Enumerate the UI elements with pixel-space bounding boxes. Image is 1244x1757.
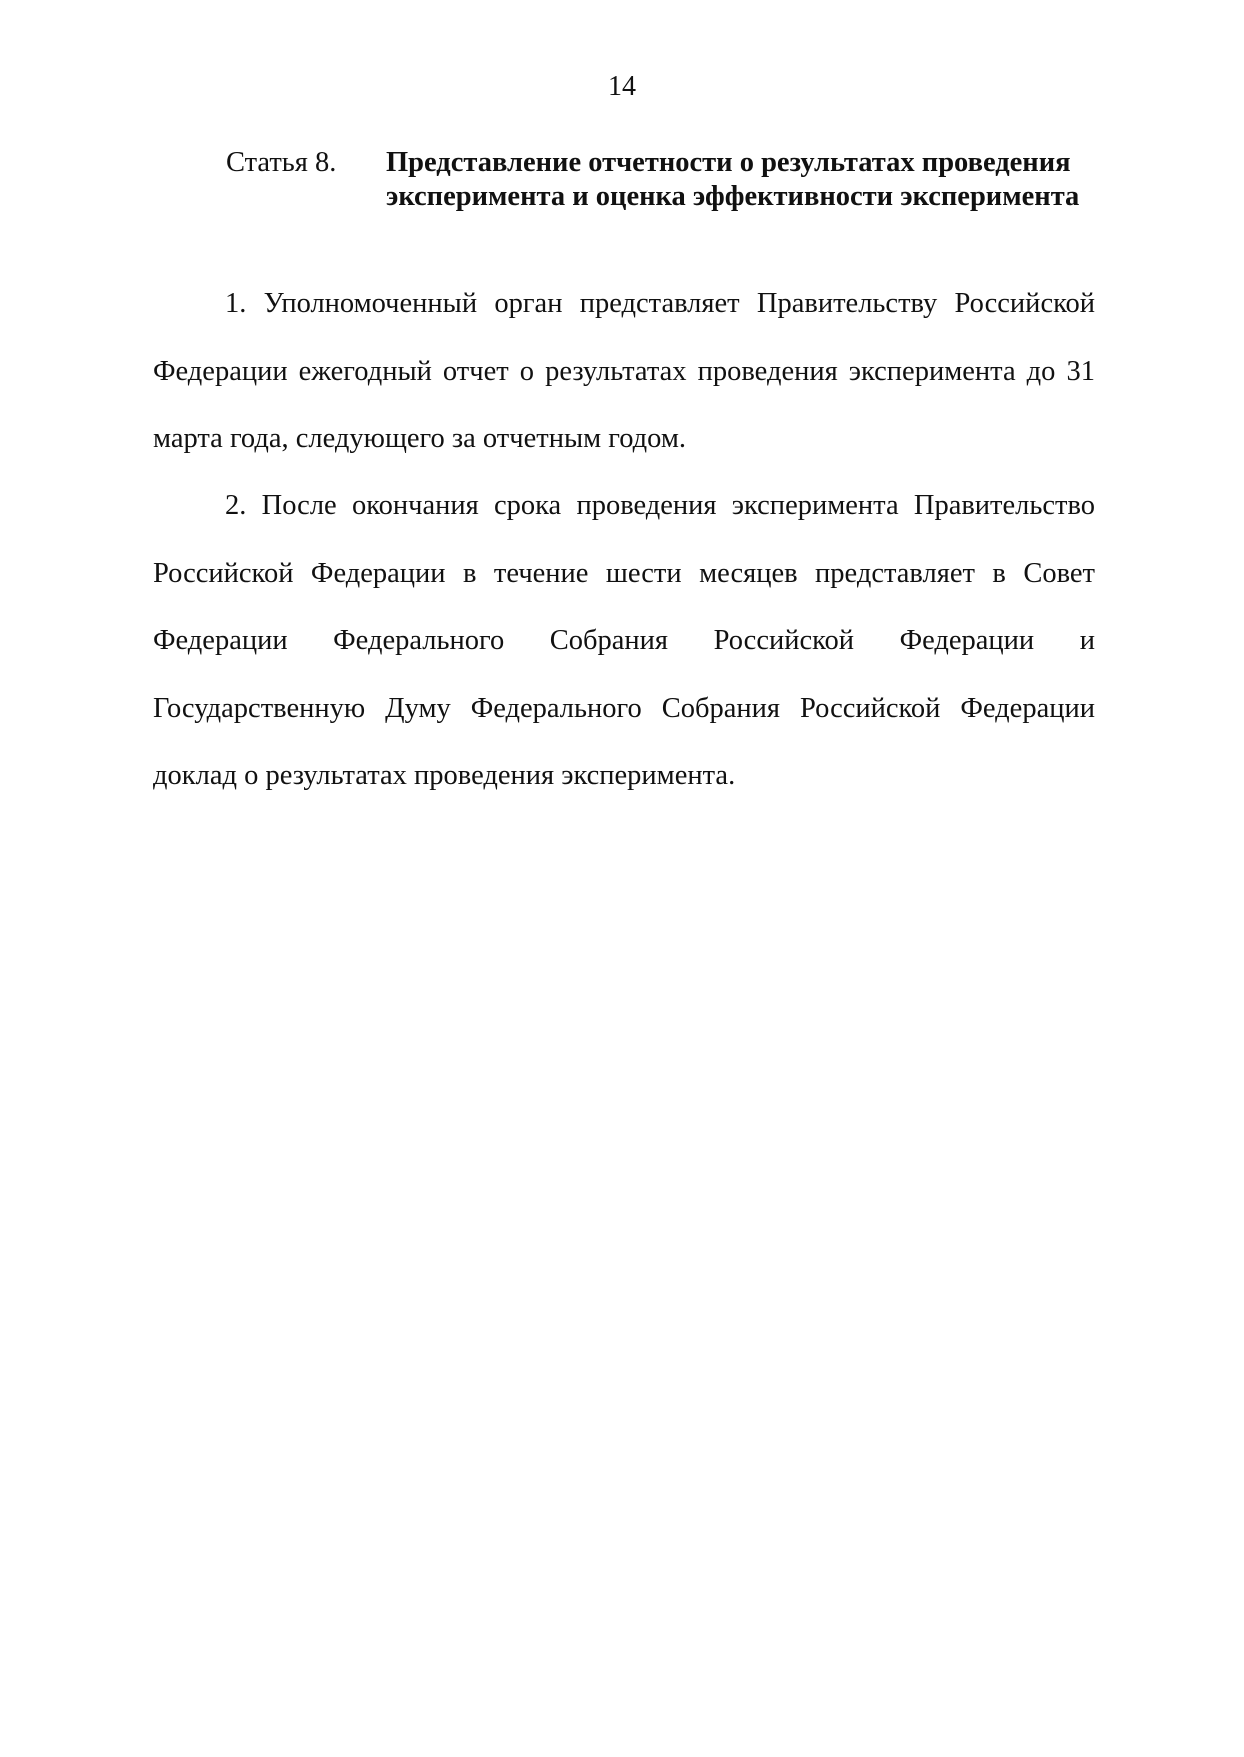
paragraph-1: 1. Уполномоченный орган представляет Правительству Российской Федерации ежегодный отчет о результатах проведения эксперимента до 31 марта года, следующего за отчетным годом.	[153, 288, 1095, 454]
article-label: Статья 8.	[226, 147, 337, 178]
page-number: 14	[608, 71, 636, 102]
article-header	[226, 146, 1096, 214]
paragraph-2: 2. После окончания срока проведения эксперимента Правительство Российской Федерации в течение шести месяцев представляет в Совет Федерации Федерального Собрания Российской Федерации и Государственную Думу Федерального Собрания Российской Федерации доклад о результатах проведения эксперимента.	[153, 490, 1095, 791]
article-title: Представление отчетности о результатах проведения эксперимента и оценка эффективности эксперимента	[386, 147, 1080, 212]
